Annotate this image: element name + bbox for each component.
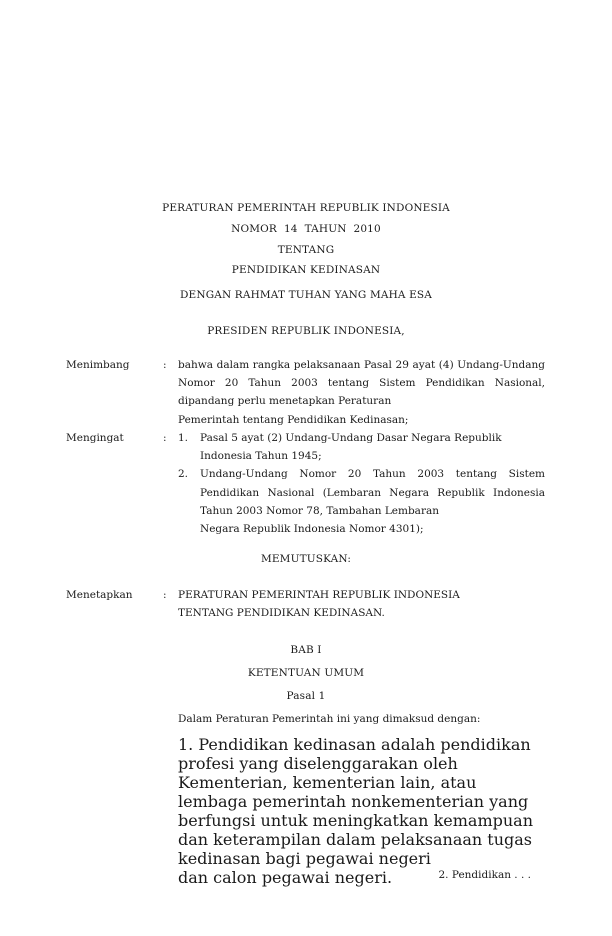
- clause-recalling: [66, 429, 545, 538]
- clause-considering-text-last: Pemerintah tentang Pendidikan Kedinasan;: [178, 413, 409, 426]
- document-title-block: [66, 198, 546, 281]
- title-line-regulation: PERATURAN PEMERINTAH REPUBLIK INDONESIA: [162, 202, 450, 214]
- list-item-text: Pendidikan kedinasan adalah pendidikan profesi yang diselenggarakan oleh Kementerian, kementerian lain, atau lembaga pemerintah nonkementerian yang berfungsi untuk meningkatkan kemampuan dan keterampilan dalam pelaksanaan tugas kedinasan bagi pegawai negeri: [178, 735, 534, 868]
- issuer-line: PRESIDEN REPUBLIK INDONESIA,: [207, 325, 405, 337]
- list-item-text: Undang-Undang Nomor 20 Tahun 2003 tentang Sistem Pendidikan Nasional (Lembaran Negara Republik Indonesia Tahun 2003 Nomor 78, Tambahan Lembaran: [200, 468, 545, 517]
- clause-considering-label: Menimbang: [66, 359, 130, 371]
- pasal-1-intro: Dalam Peraturan Pemerintah ini yang dimaksud dengan:: [178, 713, 481, 725]
- clause-establishing-text: PERATURAN PEMERINTAH REPUBLIK INDONESIA: [178, 589, 460, 601]
- list-item-text-last: Negara Republik Indonesia Nomor 4301);: [200, 523, 424, 536]
- clause-establishing-text-last: TENTANG PENDIDIKAN KEDINASAN.: [178, 607, 385, 620]
- title-line-number: NOMOR 14 TAHUN 2010: [231, 222, 381, 235]
- list-item: [178, 429, 545, 465]
- list-item-text-last: Indonesia Tahun 1945;: [200, 450, 322, 463]
- clause-considering-text: bahwa dalam rangka pelaksanaan Pasal 29 ayat (4) Undang-Undang Nomor 20 Tahun 2003 tentang Sistem Pendidikan Nasional, dipandang perlu menetapkan Peraturan: [178, 359, 545, 408]
- list-item-number: 1.: [178, 735, 194, 754]
- list-item: [178, 735, 545, 887]
- clause-considering: [66, 356, 545, 429]
- clause-establishing-label: Menetapkan: [66, 589, 133, 601]
- list-item: [178, 465, 545, 538]
- clause-establishing-colon: :: [163, 589, 167, 601]
- invocation-line: DENGAN RAHMAT TUHAN YANG MAHA ESA: [179, 289, 433, 301]
- chapter-bab: BAB I: [290, 644, 322, 656]
- clause-recalling-label: Mengingat: [66, 432, 124, 444]
- chapter-bab-title: KETENTUAN UMUM: [247, 667, 365, 679]
- clause-considering-body: [178, 356, 545, 429]
- footer-catchword: 2. Pendidikan . . .: [438, 869, 531, 881]
- title-line-subject: PENDIDIKAN KEDINASAN: [231, 264, 381, 277]
- title-line-tentang: TENTANG: [277, 243, 335, 256]
- recalling-list: [178, 429, 545, 538]
- list-item-text-last: dan calon pegawai negeri.: [178, 868, 393, 887]
- decides-heading: MEMUTUSKAN:: [260, 553, 352, 565]
- list-item-number: 1.: [178, 432, 189, 444]
- list-item-text: Pasal 5 ayat (2) Undang-Undang Dasar Negara Republik: [200, 432, 502, 444]
- clause-considering-colon: :: [163, 359, 167, 371]
- list-item-number: 2.: [178, 468, 189, 481]
- chapter-pasal: Pasal 1: [286, 690, 326, 702]
- pasal-1-definition-list: [178, 735, 545, 887]
- clause-recalling-colon: :: [163, 432, 167, 444]
- clause-establishing-body: [178, 586, 545, 622]
- clause-recalling-body: [178, 429, 545, 538]
- clause-establishing: [66, 586, 545, 622]
